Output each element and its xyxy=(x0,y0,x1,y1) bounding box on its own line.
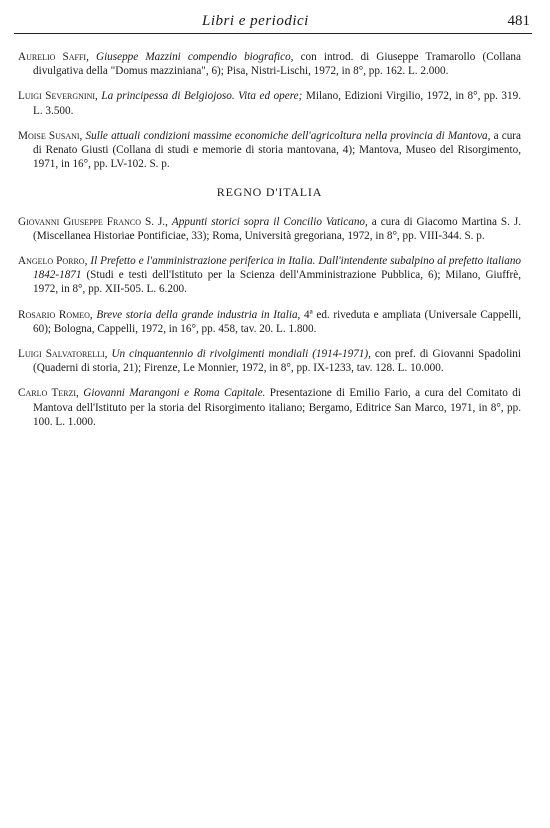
bibliography-entry xyxy=(18,308,521,336)
entry-title: Giuseppe Mazzini compendio biografico, xyxy=(95,51,294,63)
entry-title: La principessa di Belgiojoso. Vita ed opere; xyxy=(101,90,303,103)
bibliography-entry xyxy=(18,89,521,117)
section-heading: REGNO D'ITALIA xyxy=(216,185,323,200)
entry-title: Appunti storici sopra il Concilio Vaticano, xyxy=(171,215,368,228)
header-rule xyxy=(14,33,532,34)
bibliography-entry xyxy=(18,254,521,297)
entry-author: Rosario Romeo, xyxy=(18,308,93,321)
entry-title: Un cinquantennio di rivolgimenti mondiali (1914-1971), xyxy=(111,348,371,361)
entry-author: Carlo Terzi, xyxy=(18,387,79,400)
page-number: 481 xyxy=(507,13,530,29)
bibliography-entry xyxy=(18,386,521,429)
entry-author: Luigi Salvatorelli, xyxy=(18,348,108,361)
page-header xyxy=(14,12,532,36)
bibliography-entry xyxy=(18,215,521,243)
entry-author: Giovanni Giuseppe Franco S. J., xyxy=(18,215,168,228)
entry-title: Il Prefetto e l'amministrazione periferica in Italia. Dall'intendente subalpino al prefetto italiano 1842-1871 xyxy=(33,255,522,282)
bibliography-entry xyxy=(18,129,521,172)
entry-author: Angelo Porro, xyxy=(18,255,88,268)
entry-details: Milano, Edizioni Virgilio, 1972, in 8°, pp. 319. L. 3.500. xyxy=(33,90,522,117)
bibliography-list xyxy=(18,50,521,440)
running-title: Libri e periodici xyxy=(202,13,309,29)
entry-author: Moise Susani, xyxy=(18,129,83,142)
entry-details: Presentazione di Emilio Fario, a cura del Comitato di Mantova dell'Istituto per la storia del Risorgimento italiano; Bergamo, Editrice San Marco, 1971, in 8°, pp. 100. L. 1.000. xyxy=(33,387,521,428)
entry-details: con pref. di Giovanni Spadolini (Quaderni di storia, 21); Firenze, Le Monnier, 1972, in 8°, pp. IX-1233, tav. 128. L. 10.000. xyxy=(33,348,522,375)
entry-details: a cura di Renato Giusti (Collana di studi e memorie di storia mantovana, 4); Mantova, Museo del Risorgimento, 1971, in 16°, pp. LV-102. S. p. xyxy=(33,129,521,171)
entry-author: Aurelio Saffi, xyxy=(18,51,89,63)
entry-title: Sulle attuali condizioni massime economiche dell'agricoltura nella provincia di Mantova, xyxy=(85,129,491,142)
entry-title: Breve storia della grande industria in Italia, xyxy=(96,308,301,321)
entry-details: con introd. di Giuseppe Tramarollo (Collana divulgativa della "Domus mazziniana", 6); Pisa, Nistri-Lischi, 1972, in 8°, pp. 162. L. 2.000. xyxy=(33,51,521,78)
entry-details: (Studi e testi dell'Istituto per la Scienza dell'Amministrazione Pubblica, 6); Milano, Giuffrè, 1972, in 8°, pp. XII-505. L. 6.200. xyxy=(33,269,521,296)
bibliography-entry xyxy=(18,50,521,78)
entry-author: Luigi Severgnini, xyxy=(18,90,98,103)
entry-details: a cura di Giacomo Martina S. J. (Miscellanea Historiae Pontificiae, 33); Roma, Università gregoriana, 1972, in 8°, pp. VIII-344. S. p. xyxy=(33,215,521,242)
entry-details: 4ª ed. riveduta e ampliata (Universale Cappelli, 60); Bologna, Cappelli, 1972, in 16°, pp. 458, tav. 20. L. 1.800. xyxy=(33,308,522,335)
entry-title: Giovanni Marangoni e Roma Capitale. xyxy=(83,387,266,400)
bibliography-entry xyxy=(18,347,521,375)
